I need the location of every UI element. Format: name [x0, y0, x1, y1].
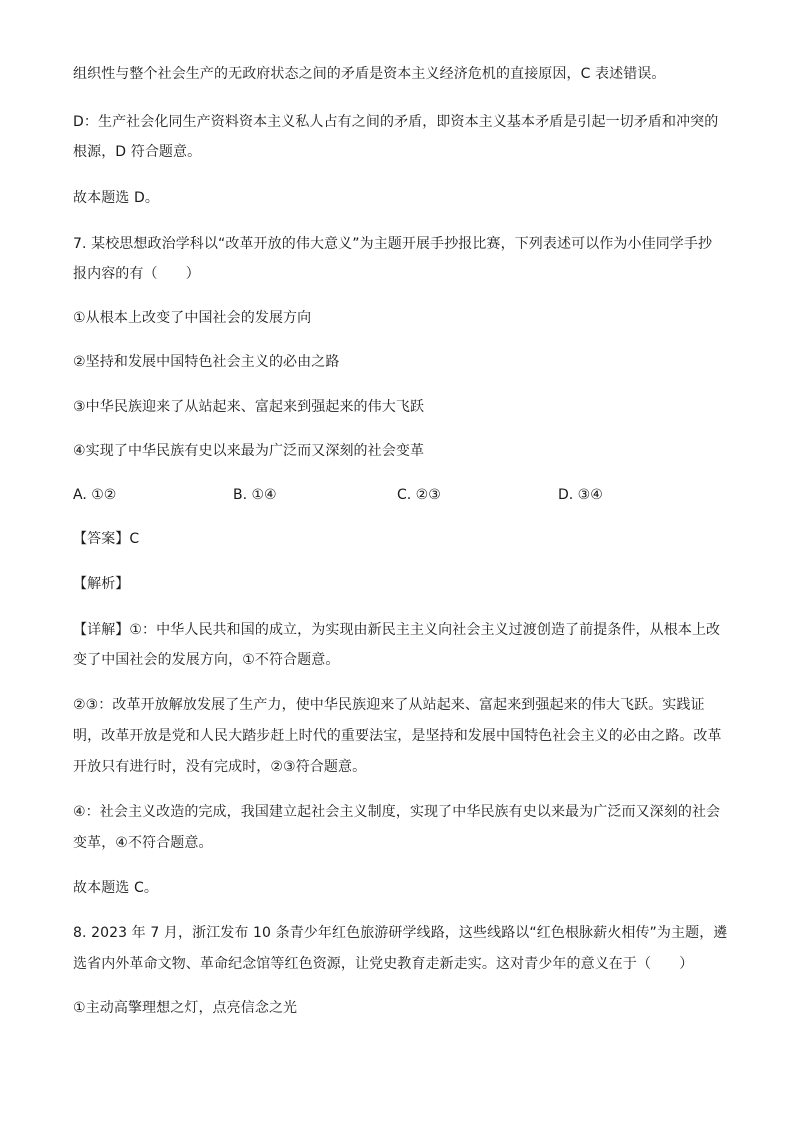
answer-tag: 【答案】 [73, 531, 130, 547]
detail-line-1-text: ①：中华人民共和国的成立，为实现由新民主主义向社会主义过渡创造了前提条件，从根本上改 [129, 622, 721, 638]
detail-line-3: ②③：改革开放解放发展了生产力，使中华民族迎来了从站起来、富起来到强起来的伟大飞跃。实践证 [73, 697, 705, 713]
question-8-stem-cont: 选省内外革命文物、革命纪念馆等红色资源，让党史教育走新走实。这对青少年的意义在于（ ） [73, 956, 694, 972]
conclusion-line-q6: 故本题选 D。 [73, 190, 159, 206]
statement-2: ②坚持和发展中国特色社会主义的必由之路 [73, 354, 340, 370]
choice-options [73, 485, 725, 505]
conclusion-line-q7: 故本题选 C。 [73, 880, 158, 896]
detail-line-1 [73, 620, 725, 640]
question-7-stem: 7. 某校思想政治学科以“改革开放的伟大意义”为主题开展手抄报比赛，下列表述可以作为小佳同学手抄 [73, 236, 713, 252]
answer-line [73, 529, 725, 549]
detail-line-5: 开放只有进行时，没有完成时，②③符合题意。 [73, 759, 367, 775]
question-7-stem-cont: 报内容的有（ ） [73, 266, 200, 282]
answer-value: C [129, 531, 140, 547]
statement-1: ①从根本上改变了中国社会的发展方向 [73, 310, 312, 326]
question-8-statement-1: ①主动高擎理想之灯，点亮信念之光 [73, 1000, 298, 1016]
analysis-heading: 【解析】 [73, 576, 130, 592]
option-b: B. ①④ [233, 487, 277, 503]
text-line-1: 组织性与整个社会生产的无政府状态之间的矛盾是资本主义经济危机的直接原因，C 表述错误。 [73, 66, 666, 82]
text-line-option-d-analysis: D：生产社会化同生产资料资本主义私人占有之间的矛盾，即资本主义基本矛盾是引起一切矛盾和冲突的 [73, 114, 719, 130]
question-8-stem: 8. 2023 年 7 月，浙江发布 10 条青少年红色旅游研学线路，这些线路以“红色根脉薪火相传”为主题，遴 [73, 925, 728, 941]
option-c: C. ②③ [397, 487, 441, 503]
statement-3: ③中华民族迎来了从站起来、富起来到强起来的伟大飞跃 [73, 399, 425, 415]
detail-line-4: 明，改革开放是党和人民大踏步赶上时代的重要法宝，是坚持和发展中国特色社会主义的必由之路。改革 [73, 728, 722, 744]
option-d: D. ③④ [558, 487, 603, 503]
option-a: A. ①② [73, 487, 117, 503]
detail-line-7: 变革，④不符合题意。 [73, 835, 213, 851]
detail-tag: 【详解】 [73, 622, 130, 638]
statement-4: ④实现了中华民族有史以来最为广泛而又深刻的社会变革 [73, 443, 425, 459]
text-line-option-d-analysis-cont: 根源，D 符合题意。 [73, 144, 202, 160]
detail-line-6: ④：社会主义改造的完成，我国建立起社会主义制度，实现了中华民族有史以来最为广泛而又深刻的社会 [73, 804, 721, 820]
detail-line-2: 变了中国社会的发展方向，①不符合题意。 [73, 652, 340, 668]
